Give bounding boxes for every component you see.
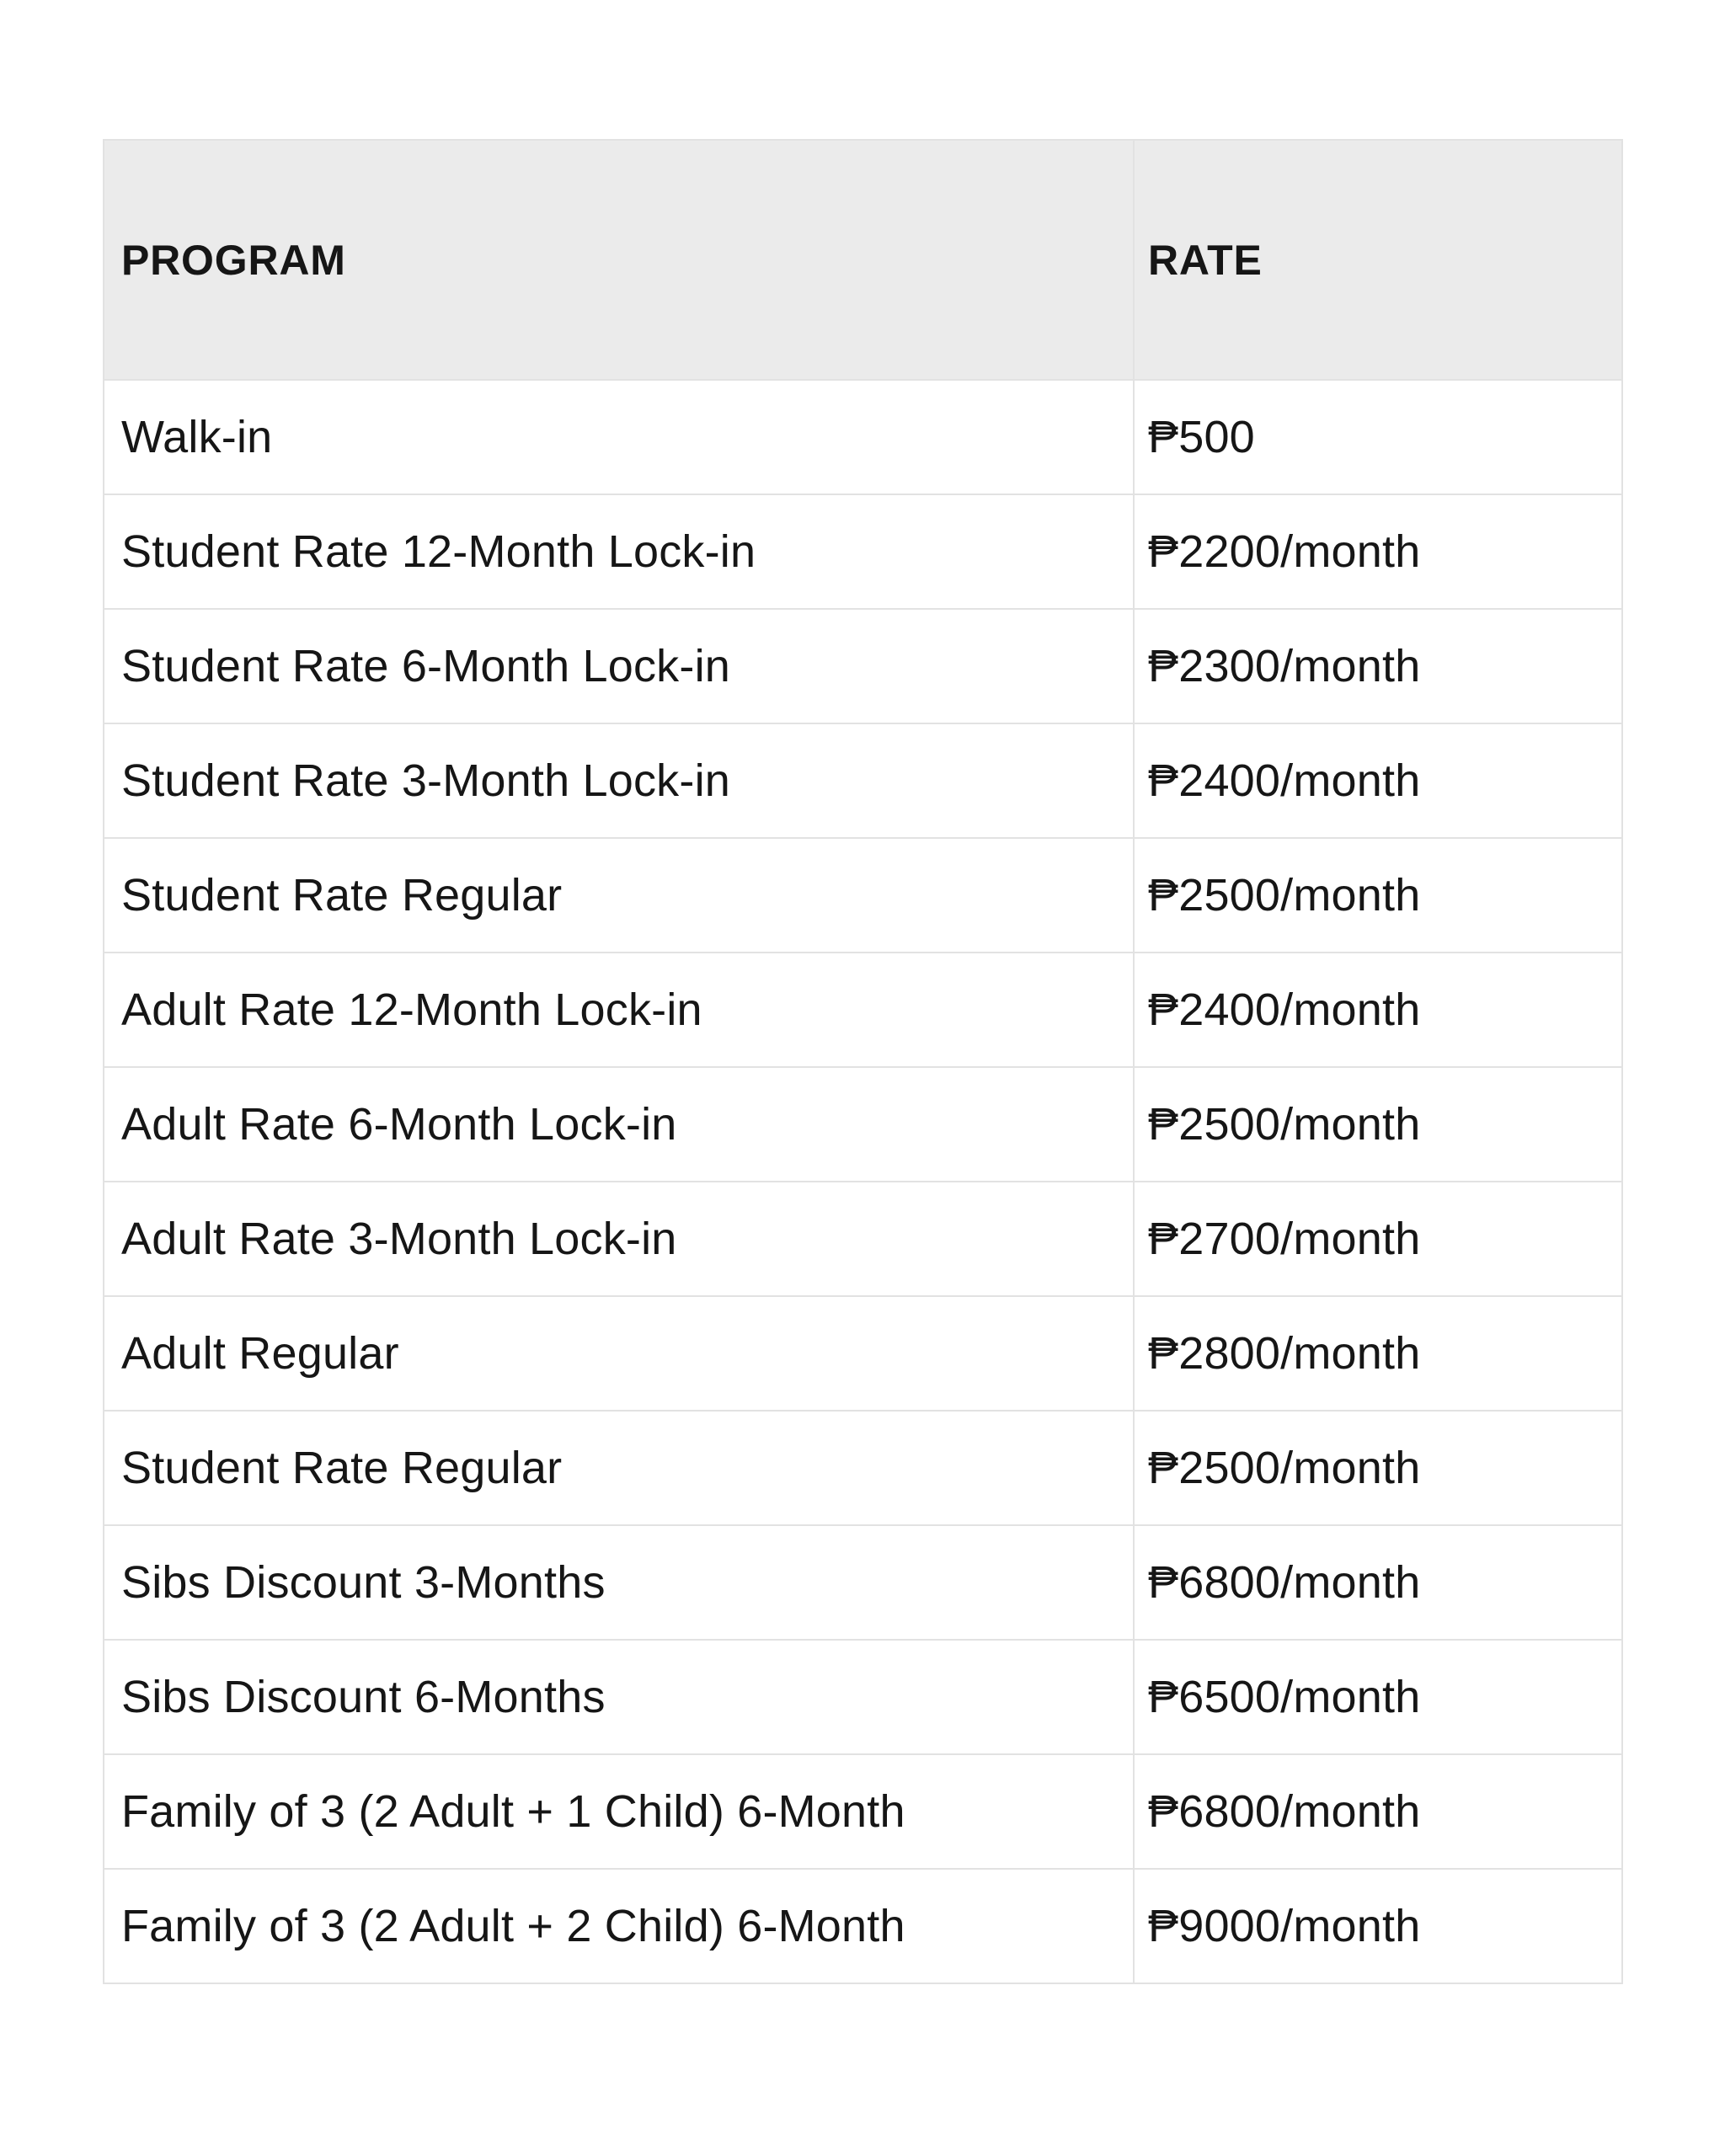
rate-cell: ₱6500/month xyxy=(1148,1672,1421,1722)
table-row xyxy=(104,1181,1621,1295)
program-cell: Adult Rate 12-Month Lock-in xyxy=(104,953,1135,1066)
rate-cell: ₱2700/month xyxy=(1148,1214,1421,1264)
table-row xyxy=(104,379,1621,494)
program-cell: Student Rate 3-Month Lock-in xyxy=(104,724,1135,837)
table-body xyxy=(104,379,1621,1983)
rate-cell: ₱500 xyxy=(1148,412,1255,462)
program-cell: Family of 3 (2 Adult + 1 Child) 6-Month xyxy=(104,1755,1135,1868)
rate-cell: ₱2500/month xyxy=(1148,870,1421,921)
program-cell: Adult Regular xyxy=(104,1297,1135,1410)
rate-cell: ₱2200/month xyxy=(1148,526,1421,577)
table-row xyxy=(104,1868,1621,1983)
table-row xyxy=(104,1295,1621,1410)
rate-cell: ₱6800/month xyxy=(1148,1557,1421,1608)
column-header-rate: RATE xyxy=(1148,236,1263,284)
rate-cell: ₱9000/month xyxy=(1148,1901,1421,1951)
table-header-row xyxy=(104,141,1621,379)
table-row xyxy=(104,1524,1621,1639)
pricing-table xyxy=(103,139,1623,1984)
table-row xyxy=(104,1753,1621,1868)
program-cell: Student Rate Regular xyxy=(104,1412,1135,1524)
rate-cell: ₱2500/month xyxy=(1148,1443,1421,1493)
table-row xyxy=(104,1410,1621,1524)
rate-cell: ₱2400/month xyxy=(1148,985,1421,1035)
program-cell: Student Rate 12-Month Lock-in xyxy=(104,495,1135,608)
table-row xyxy=(104,723,1621,837)
rate-cell: ₱2800/month xyxy=(1148,1328,1421,1379)
program-cell: Family of 3 (2 Adult + 2 Child) 6-Month xyxy=(104,1870,1135,1983)
rate-cell: ₱2500/month xyxy=(1148,1099,1421,1150)
column-header-program: PROGRAM xyxy=(104,141,1135,379)
table-row xyxy=(104,494,1621,608)
program-cell: Sibs Discount 6-Months xyxy=(104,1641,1135,1753)
table-row xyxy=(104,608,1621,723)
table-row xyxy=(104,837,1621,952)
rate-cell: ₱2400/month xyxy=(1148,755,1421,806)
program-cell: Student Rate Regular xyxy=(104,839,1135,952)
program-cell: Sibs Discount 3-Months xyxy=(104,1526,1135,1639)
program-cell: Adult Rate 3-Month Lock-in xyxy=(104,1182,1135,1295)
table-row xyxy=(104,1066,1621,1181)
program-cell: Walk-in xyxy=(104,381,1135,494)
table-row xyxy=(104,1639,1621,1753)
rate-cell: ₱2300/month xyxy=(1148,641,1421,691)
program-cell: Student Rate 6-Month Lock-in xyxy=(104,610,1135,723)
table-row xyxy=(104,952,1621,1066)
rate-cell: ₱6800/month xyxy=(1148,1786,1421,1837)
program-cell: Adult Rate 6-Month Lock-in xyxy=(104,1068,1135,1181)
